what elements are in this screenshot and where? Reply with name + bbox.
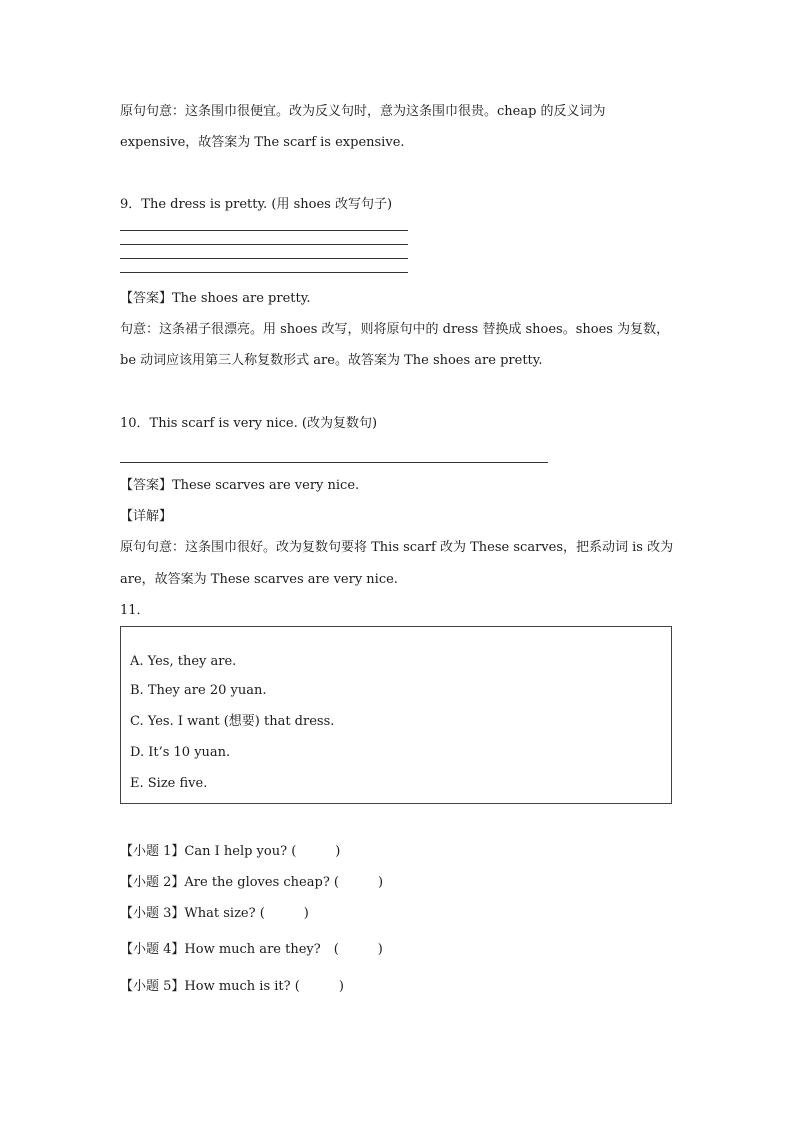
q9-explanation-line1: 句意：这条裙子很漂亮。用 shoes 改写，则将原句中的 dress 替换成 shoes。shoes 为复数，: [120, 322, 670, 337]
q10-explanation-line1: 原句句意：这条围巾很好。改为复数句要将 This scarf 改为 These scarves，把系动词 is 改为: [120, 540, 674, 555]
q10-detail-label: 【详解】: [120, 509, 173, 524]
q9-answer: 【答案】The shoes are pretty.: [120, 291, 311, 306]
q11-options-box: [120, 626, 672, 804]
q10-question: 10．This scarf is very nice. (改为复数句): [120, 416, 378, 431]
option-b: B. They are 20 yuan.: [130, 683, 267, 698]
subquestion-5: 【小题 5】How much is it? ( ): [120, 979, 344, 994]
q9-question: 9．The dress is pretty. (用 shoes 改写句子): [120, 197, 393, 212]
q9-answer-line-4[interactable]: [120, 272, 408, 273]
option-c: C. Yes. I want (想要) that dress.: [130, 714, 335, 729]
subquestion-4: 【小题 4】How much are they? ( ): [120, 942, 383, 957]
q8-explanation-line2: expensive，故答案为 The scarf is expensive.: [120, 135, 405, 150]
q9-answer-line-3[interactable]: [120, 258, 408, 259]
q10-explanation-line2: are，故答案为 These scarves are very nice.: [120, 572, 398, 587]
option-e: E. Size five.: [130, 776, 208, 791]
option-d: D. It’s 10 yuan.: [130, 745, 231, 760]
q9-explanation-line2: be 动词应该用第三人称复数形式 are。故答案为 The shoes are pretty.: [120, 353, 543, 368]
q9-answer-line-1[interactable]: [120, 230, 408, 231]
q10-answer-line[interactable]: [120, 462, 548, 463]
q9-answer-line-2[interactable]: [120, 244, 408, 245]
option-a: A. Yes, they are.: [130, 654, 237, 669]
q10-answer: 【答案】These scarves are very nice.: [120, 478, 360, 493]
subquestion-1: 【小题 1】Can I help you? ( ): [120, 844, 341, 859]
q8-explanation-line1: 原句句意：这条围巾很便宜。改为反义句时，意为这条围巾很贵。cheap 的反义词为: [120, 104, 606, 119]
q11-number: 11．: [120, 603, 150, 618]
subquestion-3: 【小题 3】What size? ( ): [120, 906, 309, 921]
subquestion-2: 【小题 2】Are the gloves cheap? ( ): [120, 875, 384, 890]
